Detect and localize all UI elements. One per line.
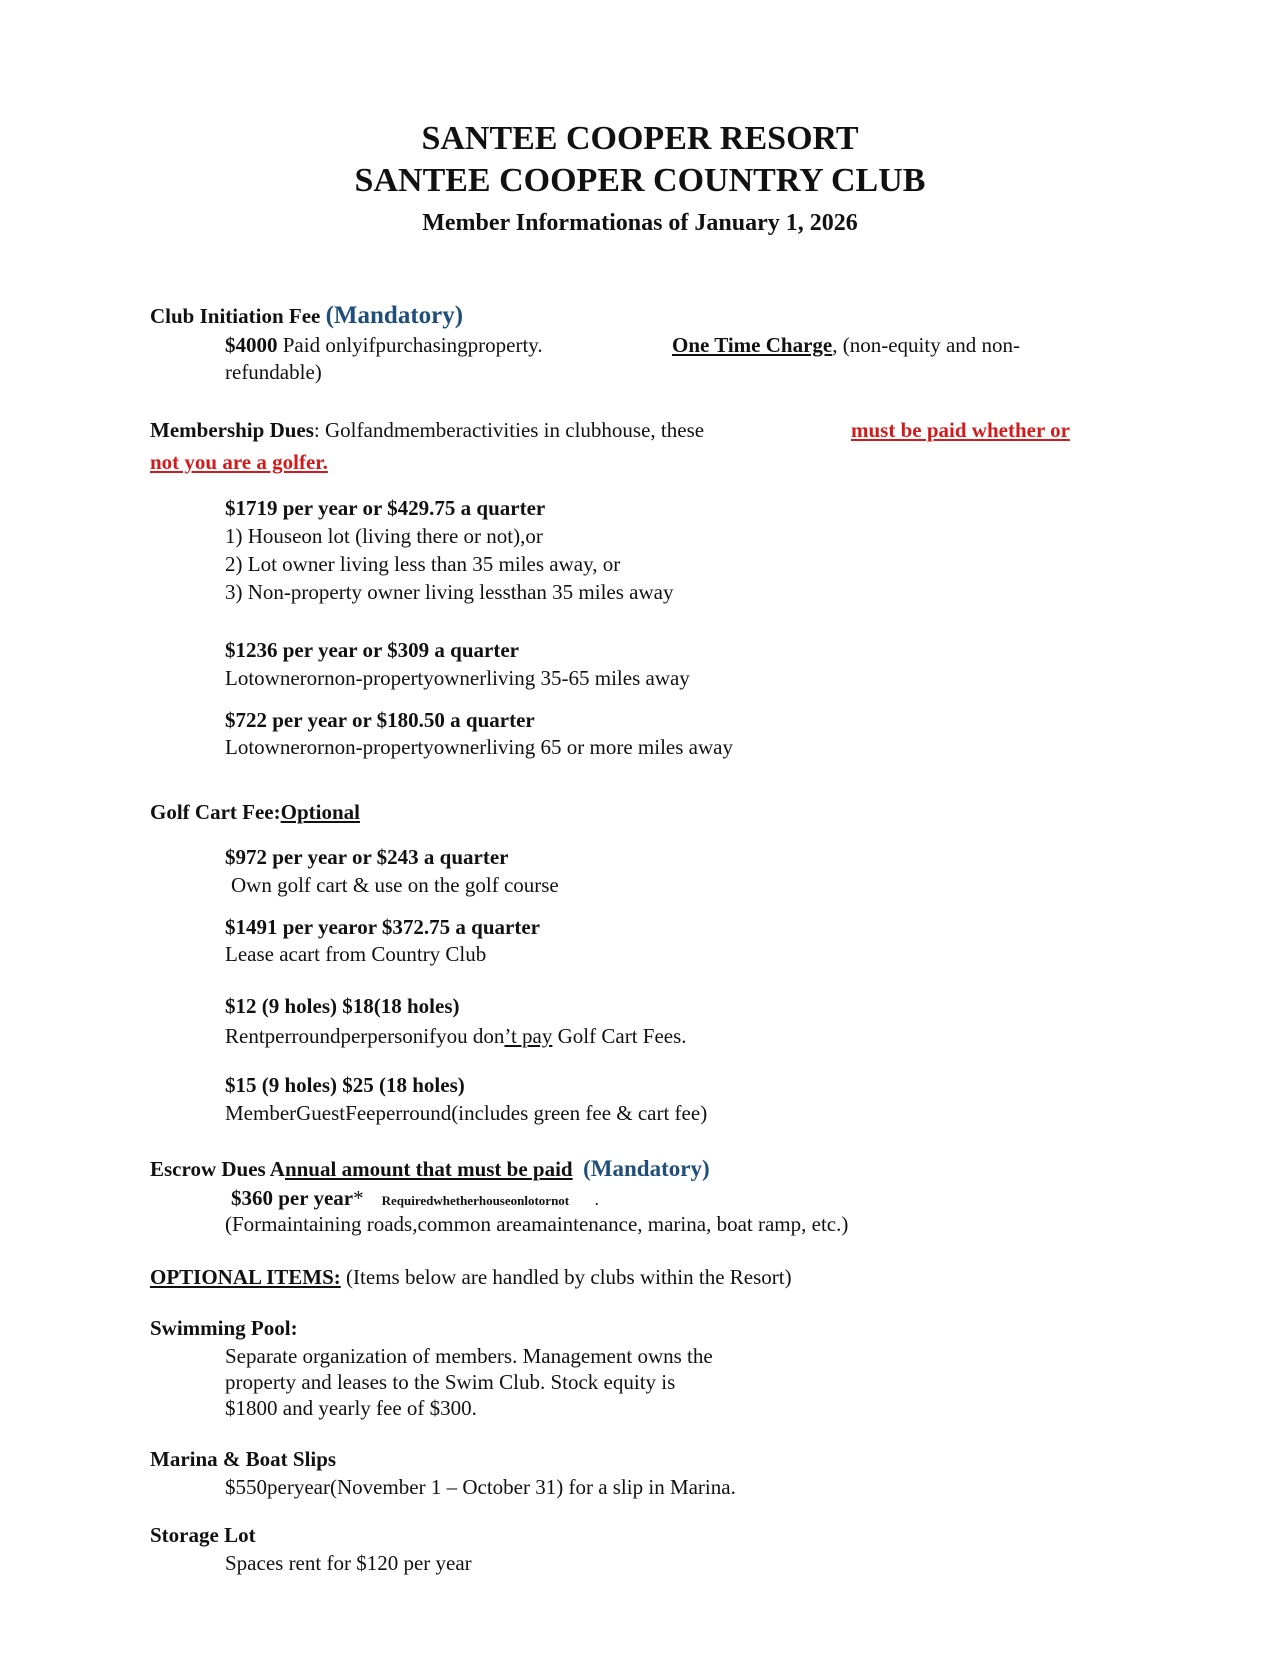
rent-text-a: Rentperroundperpersonifyou don — [225, 1024, 505, 1048]
golf-cart-item-price: $972 per year or $243 a quarter — [225, 845, 509, 869]
escrow-label-a: Escrow Dues A — [150, 1157, 285, 1181]
one-time-charge: One Time Charge — [672, 333, 833, 357]
document-date-line: Member Informationas of January 1, 2026 — [422, 210, 858, 236]
swimming-pool-line: $1800 and yearly fee of $300. — [225, 1396, 477, 1420]
marina-description: $550peryear(November 1 – October 31) for a slip in Marina. — [225, 1475, 736, 1499]
initiation-mandatory-tag: (Mandatory) — [325, 302, 464, 329]
membership-warning-line2: not you are a golfer. — [150, 450, 328, 474]
escrow-amount: $360 per year — [231, 1186, 354, 1210]
membership-tier-price: $1719 per year or $429.75 a quarter — [225, 496, 546, 520]
swimming-pool-line: property and leases to the Swim Club. Stock equity is — [225, 1370, 676, 1394]
optional-items-line — [150, 1265, 792, 1290]
golf-cart-optional-tag: Optional — [280, 800, 360, 824]
golf-cart-item-price: $1491 per yearor $372.75 a quarter — [225, 915, 540, 939]
swimming-pool-line: Separate organization of members. Management owns the — [225, 1344, 713, 1368]
membership-tier-line: 2) Lot owner living less than 35 miles away, or — [225, 552, 621, 576]
escrow-dot: . — [595, 1193, 599, 1208]
rent-text-b: ’t pay — [504, 1024, 553, 1048]
initiation-fee-label: Club Initiation Fee — [150, 304, 321, 328]
golf-cart-item-desc: Lease acart from Country Club — [225, 942, 487, 966]
document-subtitle: SANTEE COOPER COUNTRY CLUB — [354, 162, 926, 199]
membership-warning-line1: must be paid whether or — [851, 418, 1070, 442]
escrow-amount-line — [231, 1186, 598, 1211]
golf-cart-item-desc — [225, 1024, 687, 1049]
membership-tier-line: 3) Non-property owner living lessthan 35 miles away — [225, 580, 674, 604]
membership-tier-line: 1) Houseon lot (living there or not),or — [225, 524, 543, 548]
golf-cart-item-price: $12 (9 holes) $18(18 holes) — [225, 994, 460, 1018]
golf-cart-fee-label: Golf Cart Fee: — [150, 800, 281, 824]
optional-items-text: (Items below are handled by clubs within the Resort) — [340, 1265, 792, 1289]
storage-lot-description: Spaces rent for $120 per year — [225, 1551, 472, 1575]
golf-cart-item-desc: MemberGuestFeeperround(includes green fee & cart fee) — [225, 1101, 708, 1125]
optional-items-label: OPTIONAL ITEMS: — [150, 1265, 341, 1289]
membership-tier-price: $722 per year or $180.50 a quarter — [225, 708, 535, 732]
initiation-amount: $4000 — [225, 333, 278, 357]
initiation-fee-heading — [150, 302, 463, 330]
initiation-note: , (non-equity and non- — [832, 333, 1021, 357]
rent-text-c: Golf Cart Fees. — [552, 1024, 687, 1048]
membership-dues-line — [150, 418, 704, 443]
escrow-required-note: Requiredwhetherhouseonlotornot — [381, 1193, 570, 1208]
membership-tier-price: $1236 per year or $309 a quarter — [225, 638, 519, 662]
escrow-star: * — [353, 1186, 364, 1210]
initiation-charge-line — [672, 333, 1020, 358]
swimming-pool-heading: Swimming Pool: — [150, 1316, 298, 1340]
initiation-fee-line — [225, 333, 543, 358]
escrow-description: (Formaintaining roads,common areamaintenance, marina, boat ramp, etc.) — [225, 1212, 849, 1236]
golf-cart-item-price: $15 (9 holes) $25 (18 holes) — [225, 1073, 465, 1097]
initiation-note-continued: refundable) — [225, 360, 322, 384]
membership-dues-label: Membership Dues — [150, 418, 314, 442]
escrow-dues-heading — [150, 1156, 710, 1182]
membership-tier-line: Lotownerornon-propertyownerliving 35-65 miles away — [225, 666, 690, 690]
initiation-text: Paid onlyifpurchasingproperty. — [282, 333, 543, 357]
membership-tier-line: Lotownerornon-propertyownerliving 65 or more miles away — [225, 735, 733, 759]
membership-dues-text: : Golfandmemberactivities in clubhouse, these — [313, 418, 705, 442]
escrow-mandatory-tag: (Mandatory) — [583, 1156, 710, 1181]
marina-heading: Marina & Boat Slips — [150, 1447, 337, 1471]
golf-cart-fee-heading — [150, 800, 360, 825]
golf-cart-item-desc: Own golf cart & use on the golf course — [231, 873, 559, 897]
storage-lot-heading: Storage Lot — [150, 1523, 256, 1547]
document-title: SANTEE COOPER RESORT — [421, 120, 859, 157]
escrow-label-b: nnual amount that must be paid — [284, 1157, 573, 1181]
